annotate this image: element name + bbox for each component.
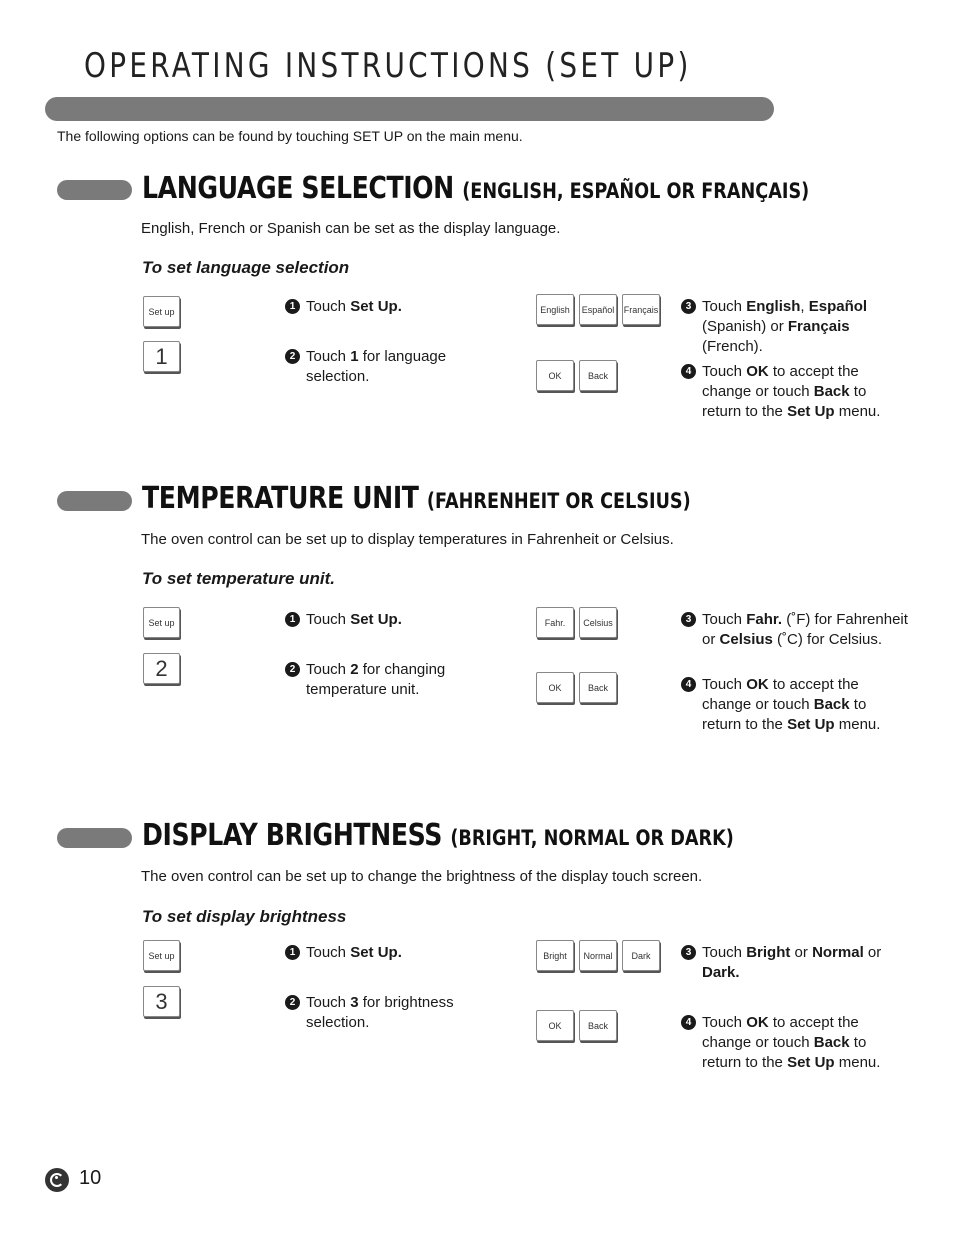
option-key-fahrenheit[interactable]: Fahr.: [536, 607, 574, 638]
page-number: 10: [79, 1167, 102, 1189]
section-marker: [57, 180, 132, 200]
section-heading-temperature: [142, 481, 691, 516]
ok-key[interactable]: OK: [536, 1010, 574, 1041]
step-number-badge: 3: [681, 612, 696, 627]
back-key[interactable]: Back: [579, 1010, 617, 1041]
section-description: The oven control can be set up to change the brightness of the display touch screen.: [141, 868, 703, 885]
option-key-english[interactable]: English: [536, 294, 574, 325]
heading-text: LANGUAGE SELECTION: [142, 171, 454, 206]
step-3: 3 Touch Bright or Normal or Dark.: [702, 943, 907, 983]
setup-key[interactable]: Set up: [143, 607, 180, 638]
number-key[interactable]: 3: [143, 986, 180, 1017]
subheading-text: (FAHRENHEIT OR CELSIUS): [426, 489, 691, 513]
step-number-badge: 2: [285, 995, 300, 1010]
step-number-badge: 3: [681, 299, 696, 314]
step-number-badge: 1: [285, 299, 300, 314]
option-key-celsius[interactable]: Celsius: [579, 607, 617, 638]
step-number-badge: 2: [285, 662, 300, 677]
page-title: OPERATING INSTRUCTIONS (SET UP): [84, 46, 692, 86]
step-number-badge: 1: [285, 945, 300, 960]
step-3: 3 Touch English, Español (Spanish) or Français (French).: [702, 297, 907, 357]
step-4: 4 Touch OK to accept the change or touch Back to return to the Set Up menu.: [702, 675, 907, 735]
section-description: English, French or Spanish can be set as the display language.: [141, 220, 561, 237]
lg-logo-icon: [45, 1168, 69, 1192]
option-key-dark[interactable]: Dark: [622, 940, 660, 971]
section-heading-language: [142, 171, 809, 206]
step-1: 1 Touch Set Up.: [306, 610, 506, 630]
step-3: 3 Touch Fahr. (˚F) for Fahrenheit or Celsius (˚C) for Celsius.: [702, 610, 912, 650]
step-number-badge: 1: [285, 612, 300, 627]
option-key-normal[interactable]: Normal: [579, 940, 617, 971]
howto-title: To set temperature unit.: [142, 569, 336, 588]
howto-title: To set language selection: [142, 258, 350, 277]
subheading-text: (BRIGHT, NORMAL OR DARK): [450, 826, 734, 850]
step-number-badge: 3: [681, 945, 696, 960]
intro-text: The following options can be found by touching SET UP on the main menu.: [57, 128, 523, 144]
step-1: 1 Touch Set Up.: [306, 297, 506, 317]
section-marker: [57, 491, 132, 511]
heading-text: TEMPERATURE UNIT: [142, 481, 419, 516]
number-key[interactable]: 1: [143, 341, 180, 372]
step-4: 4 Touch OK to accept the change or touch Back to return to the Set Up menu.: [702, 362, 907, 422]
howto-title: To set display brightness: [142, 907, 347, 926]
option-key-francais[interactable]: Français: [622, 294, 660, 325]
heading-text: DISPLAY BRIGHTNESS: [142, 818, 442, 853]
step-2: 2 Touch 2 for changing temperature unit.: [306, 660, 506, 700]
step-number-badge: 4: [681, 364, 696, 379]
step-number-badge: 4: [681, 1015, 696, 1030]
step-2: 2 Touch 3 for brightness selection.: [306, 993, 506, 1033]
option-key-bright[interactable]: Bright: [536, 940, 574, 971]
setup-key[interactable]: Set up: [143, 296, 180, 327]
option-key-espanol[interactable]: Español: [579, 294, 617, 325]
step-number-badge: 2: [285, 349, 300, 364]
step-number-badge: 4: [681, 677, 696, 692]
ok-key[interactable]: OK: [536, 360, 574, 391]
setup-key[interactable]: Set up: [143, 940, 180, 971]
back-key[interactable]: Back: [579, 360, 617, 391]
section-description: The oven control can be set up to display temperatures in Fahrenheit or Celsius.: [141, 531, 674, 548]
section-heading-brightness: [142, 818, 734, 853]
section-marker: [57, 828, 132, 848]
title-bar: [45, 97, 774, 121]
step-2: 2 Touch 1 for language selection.: [306, 347, 506, 387]
number-key[interactable]: 2: [143, 653, 180, 684]
subheading-text: (ENGLISH, ESPAÑOL OR FRANÇAIS): [462, 179, 810, 203]
back-key[interactable]: Back: [579, 672, 617, 703]
step-4: 4 Touch OK to accept the change or touch Back to return to the Set Up menu.: [702, 1013, 907, 1073]
step-1: 1 Touch Set Up.: [306, 943, 506, 963]
ok-key[interactable]: OK: [536, 672, 574, 703]
